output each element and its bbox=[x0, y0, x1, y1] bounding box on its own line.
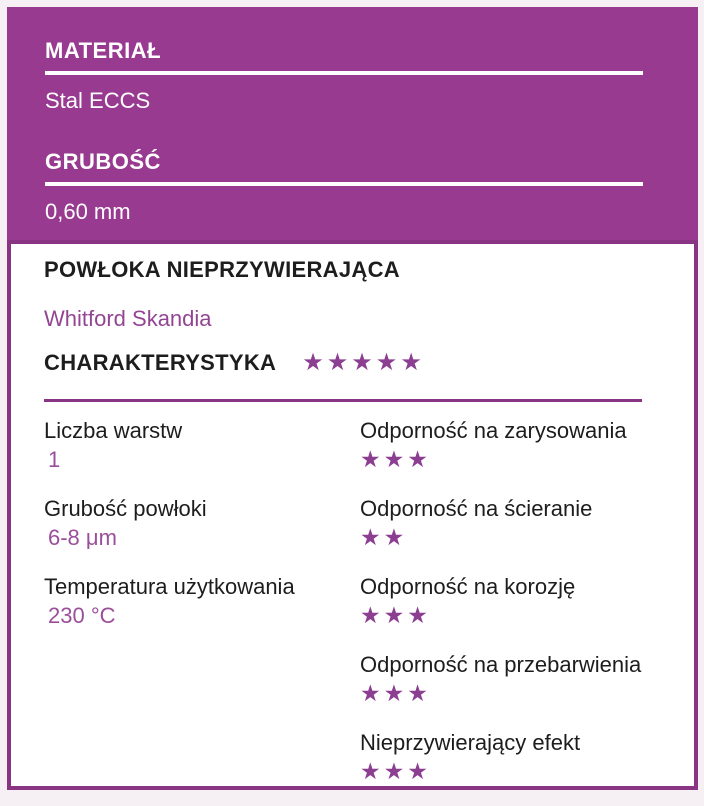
property-label: Grubość powłoki bbox=[44, 496, 207, 521]
property-row-coating-thickness bbox=[44, 494, 360, 572]
material-value: Stal ECCS bbox=[45, 88, 151, 113]
property-value: 6-8 μm bbox=[48, 525, 117, 550]
rating-row-abrasion-resistance bbox=[360, 494, 676, 572]
property-value: 230 °C bbox=[48, 603, 116, 628]
rating-stars: ★★★ bbox=[360, 680, 431, 706]
material-heading: MATERIAŁ bbox=[45, 38, 162, 63]
rating-row-nonstick-effect bbox=[360, 728, 676, 806]
property-label: Liczba warstw bbox=[44, 418, 183, 443]
spec-grid bbox=[44, 416, 676, 806]
thickness-section bbox=[45, 151, 650, 224]
thickness-value: 0,60 mm bbox=[45, 199, 131, 224]
rating-label: Nieprzywierający efekt bbox=[360, 730, 581, 755]
property-row-usage-temperature bbox=[44, 572, 360, 650]
rating-label: Odporność na przebarwienia bbox=[360, 652, 642, 677]
rating-label: Odporność na zarysowania bbox=[360, 418, 627, 443]
rating-stars: ★★★ bbox=[360, 602, 431, 628]
rating-row-scratch-resistance bbox=[360, 416, 676, 494]
coating-brand-name: Whitford Skandia bbox=[44, 306, 212, 331]
material-section bbox=[45, 40, 650, 113]
coating-title: POWŁOKA NIEPRZYWIERAJĄCA bbox=[44, 257, 400, 282]
material-panel bbox=[7, 7, 698, 240]
rating-stars: ★★★ bbox=[360, 758, 431, 784]
thickness-underline bbox=[45, 182, 643, 186]
overall-rating-stars: ★★★★★ bbox=[302, 348, 425, 376]
rating-label: Odporność na ścieranie bbox=[360, 496, 593, 521]
property-row-layers bbox=[44, 416, 360, 494]
rating-stars: ★★★ bbox=[360, 446, 431, 472]
characteristics-header bbox=[44, 348, 676, 377]
rating-stars: ★★ bbox=[360, 524, 408, 550]
rating-row-corrosion-resistance bbox=[360, 572, 676, 650]
rating-label: Odporność na korozję bbox=[360, 574, 576, 599]
characteristics-divider bbox=[44, 399, 642, 402]
property-label: Temperatura użytkowania bbox=[44, 574, 295, 599]
rating-row-discoloration-resistance bbox=[360, 650, 676, 728]
property-value: 1 bbox=[48, 447, 61, 472]
characteristics-heading: CHARAKTERYSTYKA bbox=[44, 349, 277, 375]
thickness-heading: GRUBOŚĆ bbox=[45, 149, 161, 174]
material-underline bbox=[45, 71, 643, 75]
coating-panel bbox=[7, 240, 698, 790]
